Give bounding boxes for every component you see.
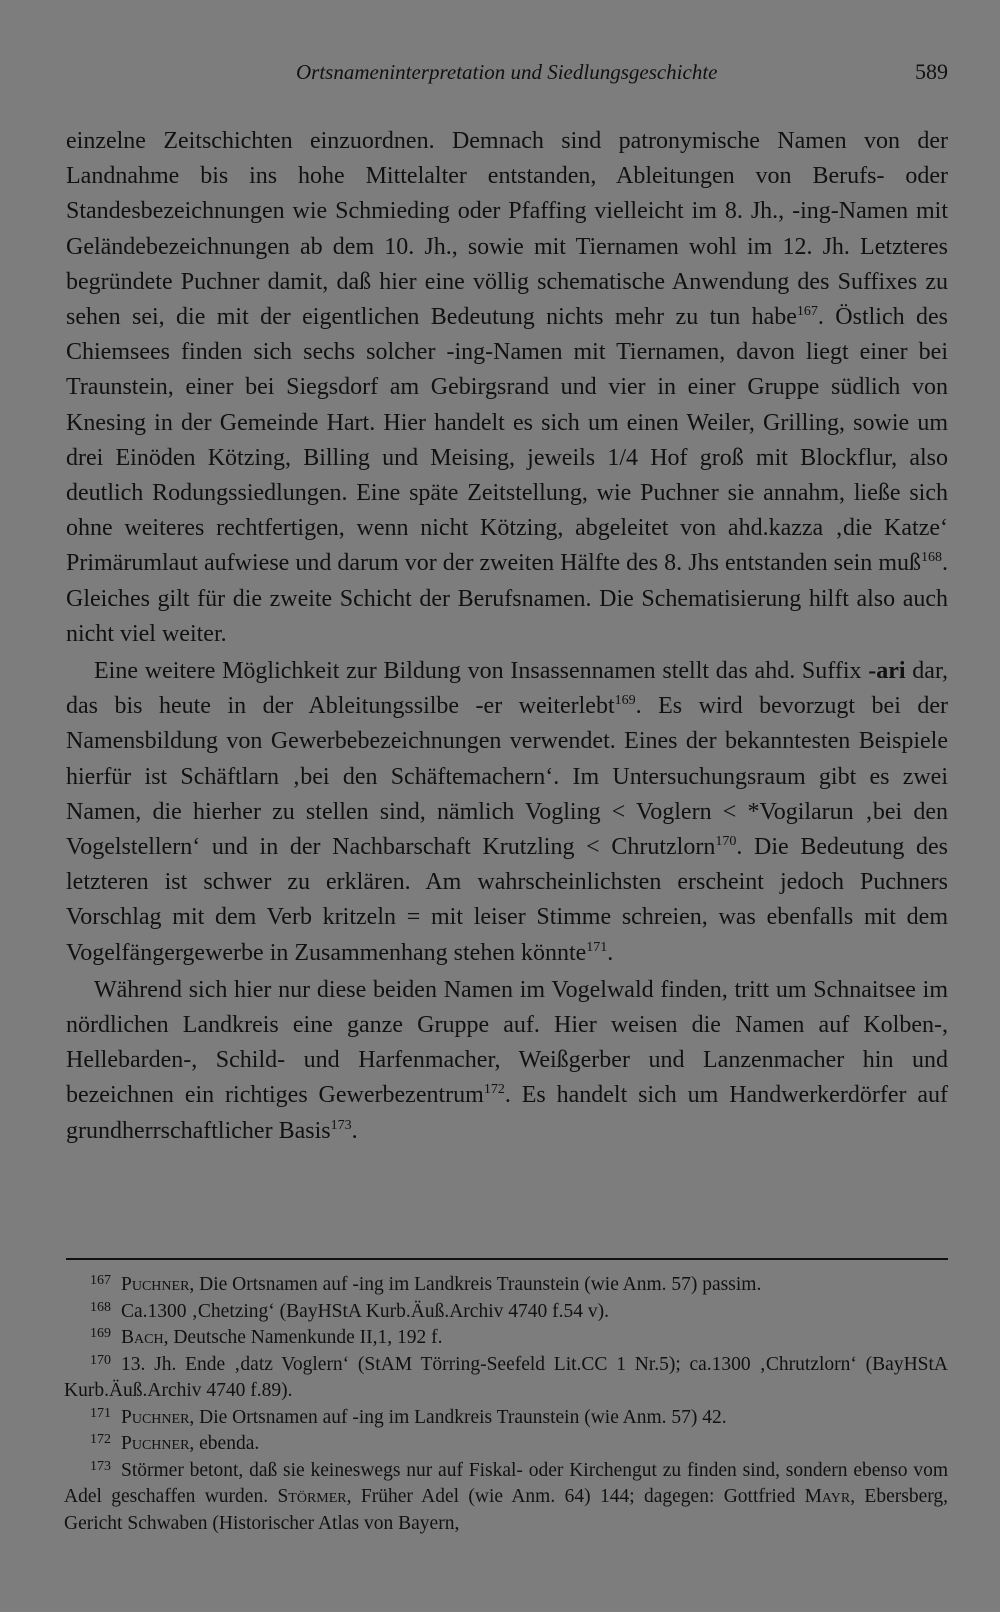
text-run: . Die Bedeutung des letzteren ist schwer zu erklären. Am wahrscheinlichsten erscheint jedoch Puchners Vorschlag mit dem Verb kritzeln = mit leiser Stimme schreien, was ebenfalls mit dem Vogelfängergewerbe in Zusammenhang stehen könnte xyxy=(66,834,949,966)
text-run: , Früher Adel (wie Anm. 64) 144; dagegen: Gottfried xyxy=(346,1486,805,1507)
footnote xyxy=(64,1352,948,1405)
text-run: , ebenda. xyxy=(189,1433,260,1454)
footnote xyxy=(64,1299,948,1326)
footnote-number: 168 xyxy=(90,1299,111,1315)
running-title: Ortsnameninterpretation und Siedlungsgeschichte xyxy=(296,60,718,84)
author-name: Störmer xyxy=(277,1486,347,1507)
footnote xyxy=(64,1431,948,1458)
author-name: Bach xyxy=(121,1327,164,1348)
text-run: Ca.1300 ‚Chetzing‘ (BayHStA Kurb.Äuß.Archiv 4740 f.54 v). xyxy=(121,1300,609,1322)
footnote-reference: 169 xyxy=(614,693,636,709)
footnote-number: 167 xyxy=(90,1273,111,1288)
page-number: 589 xyxy=(915,59,948,84)
footnote-number: 170 xyxy=(90,1352,111,1368)
author-name: Mayr xyxy=(804,1486,851,1507)
footnote xyxy=(64,1272,948,1299)
text-run: . Gleiches gilt für die zweite Schicht der Berufsnamen. Die Schematisierung hilft also auch nicht viel weiter. xyxy=(66,550,948,647)
author-name: Puchner xyxy=(121,1433,190,1454)
text-run: einzelne Zeitschichten einzuordnen. Demnach sind patronymische Namen von der Landnahme bis ins hohe Mittelalter entstanden, Ableitungen von Berufs- oder Standesbezeichnungen wie Schmieding oder Pfaffing vielleicht im 8. Jh., -ing-Namen mit Geländebezeichnungen ab dem 10. Jh., sowie mit Tiernamen wohl im 12. Jh. Letzteres begründete Puchner damit, daß hier eine völlig schematische Anwendung des Suffixes zu sehen sei, die mit der eigentlichen Bedeutung nichts mehr zu tun habe xyxy=(66,128,948,331)
bold-term: -ari xyxy=(868,658,906,685)
footnote xyxy=(64,1458,948,1538)
footnote-reference: 171 xyxy=(586,939,608,955)
text-run: . xyxy=(607,939,614,966)
footnote-number: 169 xyxy=(90,1326,111,1341)
footnote-number: 173 xyxy=(90,1458,111,1474)
text-run: , Die Ortsnamen auf -ing im Landkreis Traunstein (wie Anm. 57) passim. xyxy=(189,1274,762,1295)
footnote xyxy=(64,1405,948,1432)
paragraph xyxy=(66,973,948,1149)
footnote-reference: 167 xyxy=(796,304,818,320)
text-run: , Ebersberg, Gericht Schwaben (Historischer Atlas von Bayern, xyxy=(64,1486,948,1534)
text-run: , Deutsche Namenkunde II,1, 192 f. xyxy=(163,1327,443,1348)
text-run: . Es handelt sich um Handwerkerdörfer auf grundherrschaftlicher Basis xyxy=(66,1082,948,1144)
text-run: . Es wird bevorzugt bei der Namensbildung von Gewerbebezeichnungen verwendet. Eines der bekanntesten Beispiele hierfür ist Schäftlarn ‚bei den Schäftemachern‘. Im Untersuchungsraum gibt es zwei Namen, die hierher zu stellen sind, nämlich Vogling < Voglern < *Vogilarun ‚bei den Vogelstellern‘ und in der Nachbarschaft Krutzling < Chrutzlorn xyxy=(66,693,948,861)
footnote-number: 171 xyxy=(90,1405,111,1421)
footnote-reference: 172 xyxy=(483,1082,505,1098)
footnote-reference: 170 xyxy=(715,834,737,850)
text-run: Während sich hier nur diese beiden Namen im Vogelwald finden, tritt um Schnaitsee im nördlichen Landkreis eine ganze Gruppe auf. Hier weisen die Namen auf Kolben-, Hellebarden-, Schild- und Harfenmacher, Weißgerber und Lanzenmacher hin und bezeichnen ein richtiges Gewerbezentrum xyxy=(66,976,948,1109)
paragraph xyxy=(66,654,948,971)
author-name: Puchner xyxy=(121,1274,190,1295)
footnote xyxy=(64,1325,948,1352)
paragraph xyxy=(66,124,948,652)
body-text xyxy=(66,124,948,1149)
text-run: . xyxy=(351,1117,358,1144)
footnote-separator xyxy=(66,1258,948,1260)
text-run: Störmer betont, daß sie keineswegs nur auf Fiskal- oder Kirchengut zu finden sind, sondern ebenso vom Adel geschaffen wurden. xyxy=(64,1459,948,1507)
text-run: Eine weitere Möglichkeit zur Bildung von Insassennamen stellt das ahd. Suffix xyxy=(94,658,869,685)
footnotes xyxy=(64,1272,948,1537)
text-run: . Östlich des Chiemsees finden sich sechs solcher -ing-Namen mit Tiernamen, davon liegt einer bei Traunstein, einer bei Siegsdorf am Gebirgsrand und vier in einer Gruppe südlich von Knesing in der Gemeinde Hart. Hier handelt es sich um einen Weiler, Grilling, sowie um drei Einöden Kötzing, Billing und Meising, jeweils 1/4 Hof groß mit Blockflur, also deutlich Rodungssiedlungen. Eine späte Zeitstellung, wie Puchner sie annahm, ließe sich ohne weiteres rechtfertigen, wenn nicht Kötzing, abgeleitet von ahd.kazza ‚die Katze‘ Primärumlaut aufwiese und darum vor der zweiten Hälfte des 8. Jhs entstanden sein muß xyxy=(66,304,948,577)
author-name: Puchner xyxy=(121,1406,190,1428)
text-run: dar, das bis heute in der Ableitungssilbe -er weiterlebt xyxy=(66,658,948,720)
text-run: 13. Jh. Ende ‚datz Voglern‘ (StAM Törring-Seefeld Lit.CC 1 Nr.5); ca.1300 ‚Chrutzlorn‘ (BayHStA Kurb.Äuß.Archiv 4740 f.89). xyxy=(64,1353,948,1401)
footnote-reference: 173 xyxy=(330,1117,352,1133)
footnote-number: 172 xyxy=(90,1432,111,1447)
text-run: , Die Ortsnamen auf -ing im Landkreis Traunstein (wie Anm. 57) 42. xyxy=(189,1406,727,1428)
footnote-reference: 168 xyxy=(921,550,942,566)
running-head xyxy=(66,54,948,90)
